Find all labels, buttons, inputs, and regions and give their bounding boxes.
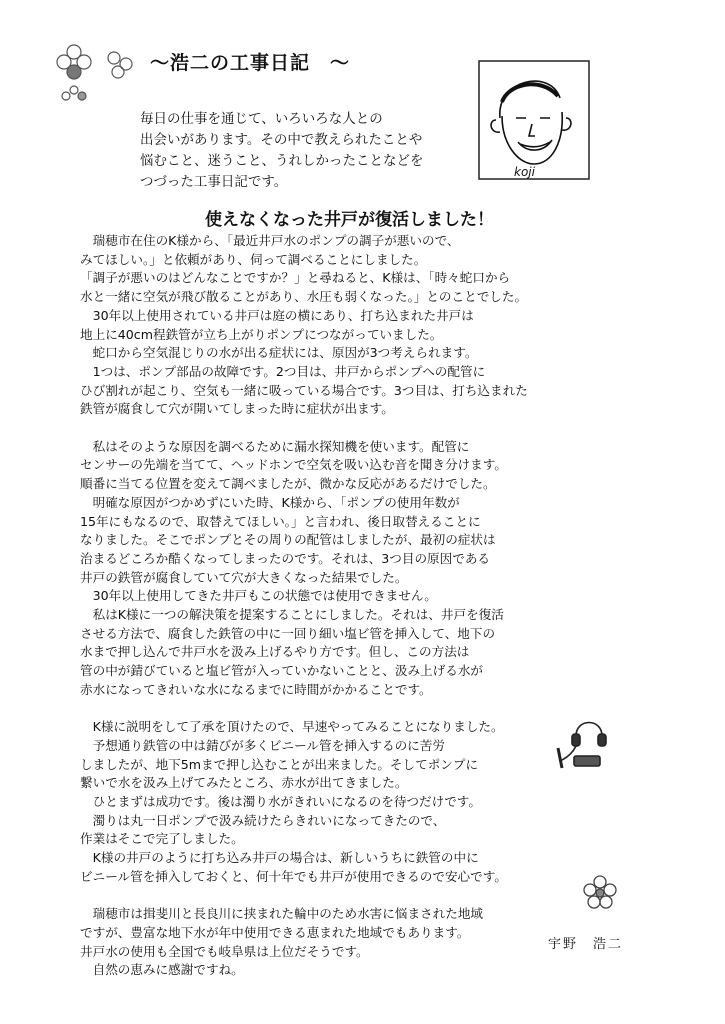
headphones-detector-icon <box>554 714 610 774</box>
body-line: しましたが、地下5mまで押し込むことが出来ました。そしてポンプに <box>80 756 479 772</box>
paragraph-gap <box>80 887 580 906</box>
body-line: 順番に当てる位置を変えて調べましたが、微かな反応があるだけでした。 <box>80 476 496 492</box>
body-line: 「調子が悪いのはどんなことですか？」と尋ねると、K様は、「時々蛇口から <box>80 270 511 286</box>
body-line: K様に説明をして了承を頂けたので、早速やってみることになりました。 <box>80 719 504 735</box>
body-line: 1つは、ポンプ部品の故障です。2つ目は、井戸からポンプへの配管に <box>80 363 486 379</box>
body-line: ひとまずは成功です。後は濁り水がきれいになるのを待つだけです。 <box>80 794 481 810</box>
body-line: 作業はそこで完了しました。 <box>80 831 244 847</box>
body-line: 井戸水の使用も全国でも岐阜県は上位だそうです。 <box>80 943 369 959</box>
intro-line: 悩むこと、迷うこと、うれしかったことなどを <box>140 153 424 169</box>
body-line: させる方法で、腐食した鉄管の中に一回り細い塩ビ管を挿入して、地下の <box>80 625 496 641</box>
article-headline: 使えなくなった井戸が復活しました！ <box>205 210 494 230</box>
article-body <box>80 232 580 980</box>
body-line: なりました。そこでポンプとその周りの配管はしましたが、最初の症状は <box>80 532 496 548</box>
body-line: みてほしい。」と依頼があり、伺って調べることにしました。 <box>80 251 427 267</box>
body-line: センサーの先端を当てて、ヘッドホンで空気を吸い込む音を聞き分けます。 <box>80 457 507 473</box>
intro-line: 出会いがあります。その中で教えられたことや <box>140 132 423 148</box>
body-line: 井戸の鉄管が腐食していて穴が大きくなった結果でした。 <box>80 569 408 585</box>
body-line: 地上に40cm程鉄管が立ち上がりポンプにつながっていました。 <box>80 326 443 342</box>
body-line: 30年以上使用されている井戸は庭の横にあり、打ち込まれた井戸は <box>80 307 474 323</box>
body-line: 治まるどころか酷くなってしまったのです。それは、3つ目の原因である <box>80 550 491 566</box>
body-line: 蛇口から空気混じりの水が出る症状には、原因が3つ考えられます。 <box>80 345 478 361</box>
body-line: 私はそのような原因を調べるために漏水探知機を使います。配管に <box>80 438 470 454</box>
intro-line: 毎日の仕事を通じて、いろいろな人との <box>140 111 383 127</box>
body-line: ですが、豊富な地下水が年中使用できる恵まれた地域でもあります。 <box>80 924 470 940</box>
portrait-sketch-icon <box>478 60 590 180</box>
portrait-caption: koji <box>514 165 535 179</box>
body-line: 瑞穂市は揖斐川と長良川に挟まれた輪中のため水害に悩まされた地域 <box>80 906 483 922</box>
body-line: 管の中が錆びていると塩ビ管が入っていかないことと、汲み上げる水が <box>80 663 483 679</box>
body-line: 鉄管が腐食して穴が開いてしまった時に症状が出ます。 <box>80 401 394 417</box>
flower-icon <box>578 872 624 916</box>
body-line: K様の井戸のように打ち込み井戸の場合は、新しいうちに鉄管の中に <box>80 850 479 866</box>
paragraph-gap <box>80 700 580 719</box>
body-line: ひび割れが起こり、空気も一緒に吸っている場合です。3つ目は、打ち込まれた <box>80 382 528 398</box>
intro-line: つづった工事日記です。 <box>140 174 288 190</box>
paragraph-gap <box>80 419 580 438</box>
body-line: ビニール管を挿入しておくと、何十年でも井戸が使用できるので安心です。 <box>80 868 507 884</box>
body-line: 明確な原因がつかめずにいた時、K様から、「ポンプの使用年数が <box>80 494 460 510</box>
body-line: 水まで押し込んで井戸水を汲み上げるやり方です。但し、この方法は <box>80 644 470 660</box>
page-title: ～浩二の工事日記 ～ <box>150 52 351 74</box>
body-line: 私はK様に一つの解決策を提案することにしました。それは、井戸を復活 <box>80 607 504 623</box>
body-line: 繋いで水を汲み上げてみたところ、赤水が出てきました。 <box>80 775 408 791</box>
body-line: 濁りは丸一日ポンプで汲み続けたらきれいになってきたので、 <box>80 812 446 828</box>
author-signature: 宇野 浩二 <box>548 937 624 952</box>
body-line: 30年以上使用してきた井戸もこの状態では使用できません。 <box>80 588 437 604</box>
body-line: 水と一緒に空気が飛び散ることがあり、水圧も弱くなった。」とのことでした。 <box>80 289 528 305</box>
intro-text <box>140 109 460 193</box>
body-line: 自然の恵みに感謝ですね。 <box>80 962 244 978</box>
body-line: 瑞穂市在住のK様から、「最近井戸水のポンプの調子が悪いので、 <box>80 233 460 248</box>
body-line: 予想通り鉄管の中は錆びが多くビニール管を挿入するのに苦労 <box>80 737 445 753</box>
body-line: 15年にもなるので、取替えてほしい。」と言われ、後日取替えることに <box>80 513 481 529</box>
body-line: 赤水になってきれいな水になるまでに時間がかかることです。 <box>80 681 432 697</box>
clover-icon <box>52 40 142 108</box>
